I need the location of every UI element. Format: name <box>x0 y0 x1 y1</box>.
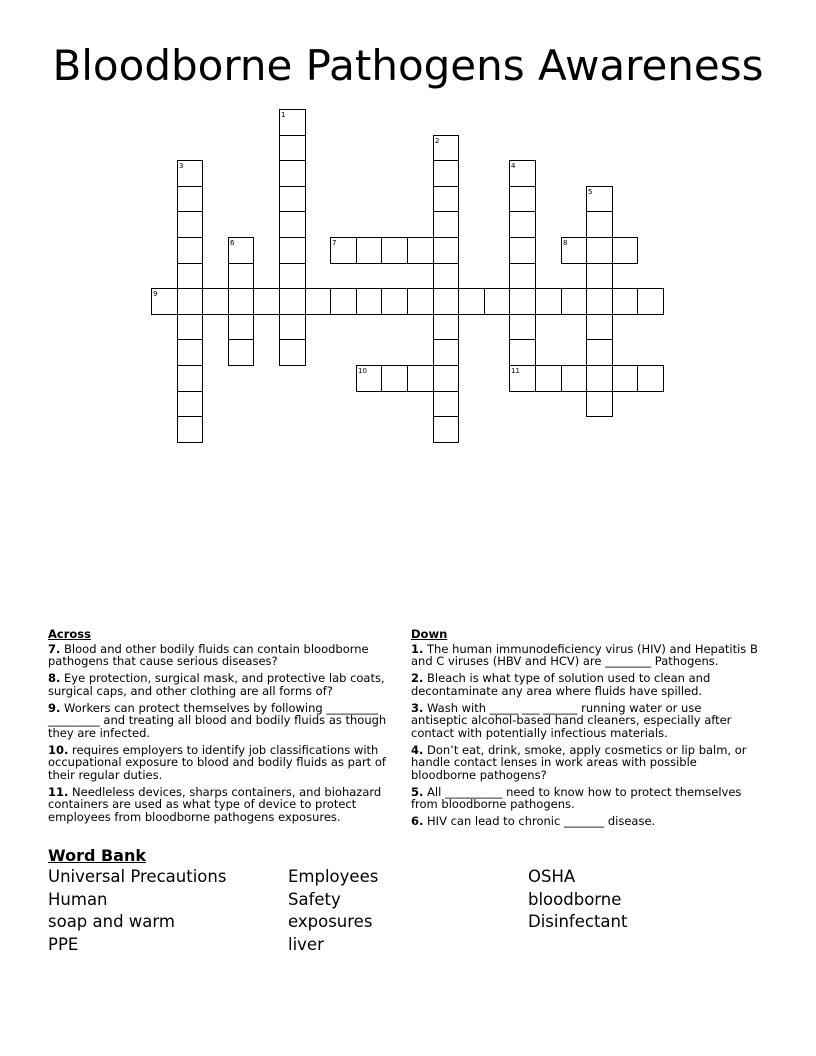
clue-across-10 <box>48 744 398 782</box>
clue-number: 4. <box>411 742 424 757</box>
crossword-cell[interactable] <box>177 416 203 443</box>
word-bank-heading: Word Bank <box>48 846 147 865</box>
clue-number-label: 10 <box>358 367 367 375</box>
crossword-cell[interactable] <box>407 365 434 392</box>
crossword-cell[interactable] <box>381 365 408 392</box>
word-bank-item: bloodborne <box>528 890 622 909</box>
crossword-cell[interactable] <box>253 288 280 315</box>
crossword-cell[interactable] <box>228 288 254 315</box>
crossword-cell[interactable] <box>177 339 203 366</box>
crossword-cell[interactable] <box>509 339 536 366</box>
clue-text: HIV can lead to chronic _______ disease. <box>427 814 656 829</box>
crossword-cell[interactable] <box>509 186 536 212</box>
clue-text: Don’t eat, drink, smoke, apply cosmetics or lip balm, or handle contact lenses in work areas with possible bloodborne pathogens? <box>411 742 747 782</box>
crossword-cell[interactable] <box>177 237 203 264</box>
clue-text: The human immunodeficiency virus (HIV) and Hepatitis B and C viruses (HBV and HCV) are ________ Pathogens. <box>411 641 758 669</box>
clue-number: 11. <box>48 784 69 799</box>
clue-number: 6. <box>411 814 424 829</box>
clue-down-1 <box>411 643 761 668</box>
clue-down-6 <box>411 815 761 828</box>
crossword-cell[interactable] <box>509 237 536 264</box>
word-bank-item: Universal Precautions <box>48 867 227 886</box>
clue-down-3 <box>411 702 761 740</box>
crossword-cell[interactable] <box>279 186 306 212</box>
crossword-cell[interactable] <box>279 160 306 187</box>
word-bank-item: Employees <box>288 867 379 886</box>
clue-number-label: 6 <box>230 239 235 247</box>
clue-text: Blood and other bodily fluids can contain bloodborne pathogens that cause serious diseases? <box>48 641 369 669</box>
crossword-cell[interactable] <box>484 288 510 315</box>
crossword-cell[interactable] <box>612 237 638 264</box>
clue-across-7 <box>48 643 398 668</box>
crossword-cell[interactable] <box>509 314 536 340</box>
crossword-cell[interactable] <box>356 288 382 315</box>
crossword-cell[interactable] <box>586 339 613 366</box>
crossword-cell[interactable] <box>535 288 562 315</box>
page-title: Bloodborne Pathogens Awareness <box>52 41 764 90</box>
crossword-cell[interactable] <box>433 263 459 289</box>
crossword-cell[interactable] <box>279 339 306 366</box>
clue-number: 9. <box>48 700 61 715</box>
crossword-cell[interactable] <box>586 263 613 289</box>
clue-number-label: 3 <box>179 162 184 170</box>
word-bank-item: Human <box>48 890 108 909</box>
across-clues <box>48 628 398 828</box>
crossword-cell[interactable] <box>279 211 306 238</box>
crossword-cell[interactable] <box>177 186 203 212</box>
across-heading: Across <box>48 627 91 641</box>
crossword-cell[interactable] <box>433 416 459 443</box>
clue-number: 8. <box>48 671 61 686</box>
crossword-cell[interactable] <box>279 314 306 340</box>
crossword-cell[interactable] <box>586 211 613 238</box>
crossword-cell[interactable] <box>433 314 459 340</box>
crossword-cell[interactable] <box>612 365 638 392</box>
clue-number-label: 7 <box>332 239 337 247</box>
crossword-cell[interactable] <box>279 288 306 315</box>
crossword-cell[interactable] <box>177 211 203 238</box>
crossword-cell[interactable] <box>279 237 306 264</box>
crossword-cell[interactable] <box>177 263 203 289</box>
crossword-cell[interactable] <box>637 288 664 315</box>
clue-number: 5. <box>411 784 424 799</box>
word-bank-item: exposures <box>288 912 373 931</box>
clue-text: Bleach is what type of solution used to clean and decontaminate any area where fluids have spilled. <box>411 671 711 698</box>
crossword-cell[interactable] <box>509 288 536 315</box>
crossword-cell[interactable] <box>586 365 613 392</box>
crossword-cell[interactable] <box>381 288 408 315</box>
clue-text: Workers can protect themselves by following _________ _________ and treating all blood and bodily fluids as though they are infected. <box>48 700 387 740</box>
crossword-cell[interactable] <box>586 314 613 340</box>
clue-down-4 <box>411 744 761 782</box>
crossword-cell[interactable] <box>330 288 357 315</box>
crossword-cell[interactable] <box>535 365 562 392</box>
crossword-cell[interactable] <box>305 288 331 315</box>
crossword-cell[interactable] <box>177 288 203 315</box>
down-clues <box>411 628 761 832</box>
crossword-cell[interactable] <box>586 288 613 315</box>
clue-number-label: 8 <box>563 239 568 247</box>
clue-number: 2. <box>411 671 424 686</box>
crossword-cell[interactable] <box>433 160 459 187</box>
clue-text: Wash with _____ ___ ______ running water or use antiseptic alcohol-based hand cleaners, especially after contact with potentially infectious materials. <box>411 700 732 740</box>
crossword-cell[interactable] <box>407 288 434 315</box>
clue-number: 10. <box>48 742 69 757</box>
crossword-cell[interactable] <box>228 314 254 340</box>
word-bank-item: OSHA <box>528 867 576 886</box>
word-bank-item: PPE <box>48 935 79 954</box>
crossword-cell[interactable] <box>586 391 613 417</box>
word-bank-item: Safety <box>288 890 341 909</box>
crossword-cell[interactable] <box>177 314 203 340</box>
crossword-grid <box>0 0 816 460</box>
crossword-cell[interactable] <box>177 365 203 392</box>
word-bank-item: liver <box>288 935 324 954</box>
clue-text: All __________ need to know how to protect themselves from bloodborne pathogens. <box>411 784 742 812</box>
crossword-cell[interactable] <box>433 339 459 366</box>
crossword-cell[interactable] <box>279 135 306 161</box>
crossword-cell[interactable] <box>433 211 459 238</box>
crossword-cell[interactable] <box>433 288 459 315</box>
clue-number: 3. <box>411 700 424 715</box>
word-bank-item: soap and warm <box>48 912 175 931</box>
crossword-cell[interactable] <box>561 288 587 315</box>
crossword-cell[interactable] <box>612 288 638 315</box>
clue-number: 7. <box>48 641 61 656</box>
clue-across-11 <box>48 786 398 824</box>
clue-across-9 <box>48 702 398 740</box>
crossword-cell[interactable] <box>509 263 536 289</box>
crossword-cell[interactable] <box>228 263 254 289</box>
crossword-cell[interactable] <box>228 339 254 366</box>
crossword-cell[interactable] <box>407 237 434 264</box>
crossword-cell[interactable] <box>433 186 459 212</box>
clue-number-label: 1 <box>281 111 286 119</box>
crossword-cell[interactable] <box>586 237 613 264</box>
clue-across-8 <box>48 672 398 697</box>
down-heading: Down <box>411 627 448 641</box>
clue-text: requires employers to identify job classifications with occupational exposure to blood and bodily fluids as part of their regular duties. <box>48 742 386 782</box>
clue-text: Needleless devices, sharps containers, and biohazard containers are used as what type of device to protect employees from bloodborne pathogens exposures. <box>48 784 382 824</box>
clue-number-label: 9 <box>153 290 158 298</box>
clue-down-5 <box>411 786 761 811</box>
crossword-cell[interactable] <box>561 365 587 392</box>
clue-text: Eye protection, surgical mask, and protective lab coats, surgical caps, and other clothing are all forms of? <box>48 671 385 698</box>
crossword-cell[interactable] <box>433 237 459 264</box>
clue-down-2 <box>411 672 761 697</box>
crossword-cell[interactable] <box>433 391 459 417</box>
crossword-cell[interactable] <box>433 365 459 392</box>
crossword-cell[interactable] <box>458 288 485 315</box>
crossword-cell[interactable] <box>202 288 229 315</box>
clue-number-label: 5 <box>588 188 593 196</box>
clue-number-label: 2 <box>435 137 440 145</box>
crossword-cell[interactable] <box>509 211 536 238</box>
word-bank-item: Disinfectant <box>528 912 628 931</box>
crossword-cell[interactable] <box>279 263 306 289</box>
crossword-cell[interactable] <box>356 237 382 264</box>
clue-number-label: 11 <box>511 367 520 375</box>
crossword-cell[interactable] <box>177 391 203 417</box>
clue-number-label: 4 <box>511 162 516 170</box>
clue-number: 1. <box>411 641 424 656</box>
crossword-cell[interactable] <box>381 237 408 264</box>
crossword-cell[interactable] <box>637 365 664 392</box>
